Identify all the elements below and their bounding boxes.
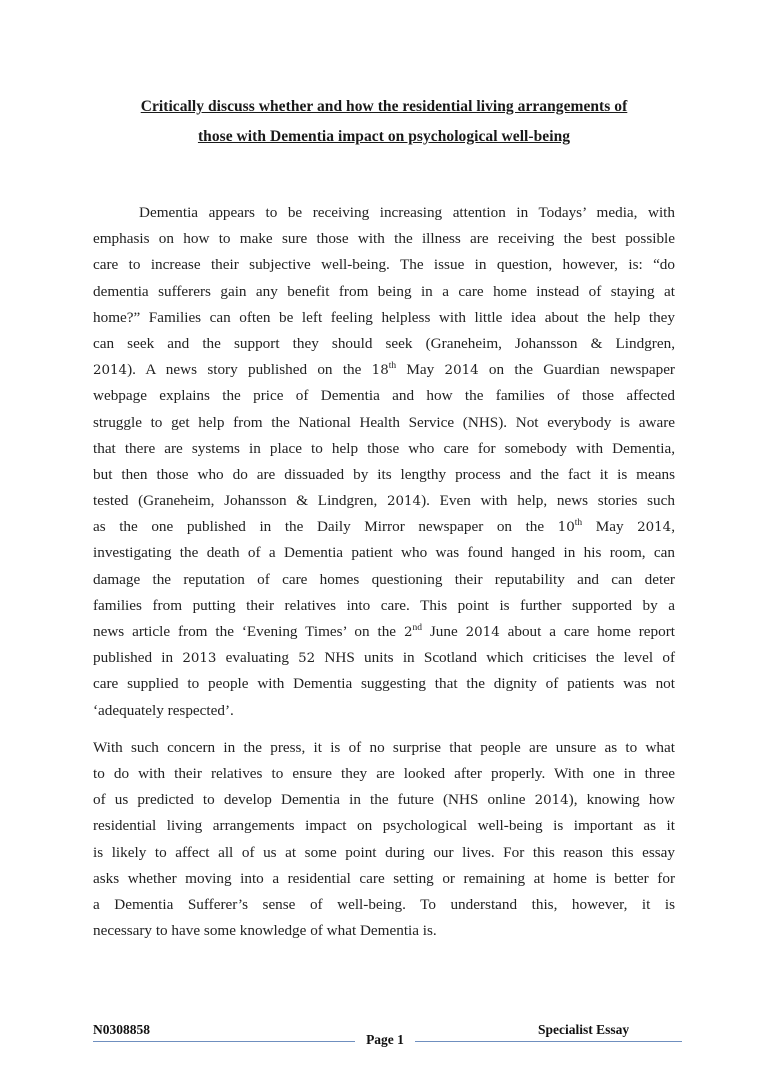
page-number: Page 1 — [366, 1032, 404, 1047]
text-line: With such concern in the press, it is of no surprise that people are unsure as to what — [93, 738, 675, 756]
text-run: about a care home report — [499, 623, 675, 640]
essay-body — [93, 200, 675, 944]
year: 2014 — [93, 363, 128, 379]
text-line — [93, 488, 675, 514]
text-line: ‘adequately respected’. — [93, 701, 234, 719]
text-line: necessary to have some knowledge of what Dementia is. — [93, 922, 437, 940]
text-line: care supplied to people with Dementia suggesting that the dignity of patients was not — [93, 675, 675, 693]
day: 10 — [557, 520, 575, 536]
text-line: but then those who do are dissuaded by its lengthy process and the fact it is means — [93, 465, 675, 483]
year: 2014 — [386, 494, 422, 510]
text-line — [93, 357, 675, 383]
text-run: ), knowing how — [568, 791, 675, 809]
text-line: Dementia appears to be receiving increasing attention in Todays’ media, with — [139, 204, 675, 221]
footer-rule-right — [415, 1041, 682, 1042]
text-line — [93, 514, 675, 540]
text-run: on the Guardian newspaper — [478, 361, 675, 379]
text-line: a Dementia Sufferer’s sense of well-being. To understand this, however, it is — [93, 895, 675, 913]
text-line: can seek and the support they should seek (Graneheim, Johansson & Lindgren, — [93, 334, 675, 352]
text-line: that there are systems in place to help those who care for somebody with Dementia, — [93, 439, 675, 457]
text-line: webpage explains the price of Dementia and how the families of those affected — [93, 387, 675, 405]
footer-rule-left — [93, 1041, 355, 1042]
text-run: NHS units in Scotland which criticises the level of — [315, 649, 675, 667]
text-line: care to increase their subjective well-being. The issue in question, however, is: “do — [93, 256, 675, 274]
text-run: June — [421, 623, 466, 640]
title-line-1: Critically discuss whether and how the residential living arrangements of — [140, 98, 628, 115]
text-run: evaluating — [216, 649, 299, 667]
text-run: as the one published in the Daily Mirror newspaper on the — [93, 518, 558, 536]
text-line — [93, 619, 675, 645]
text-line: emphasis on how to make sure those with the illness are receiving the best possible — [93, 230, 675, 248]
text-run: news article from the ‘Evening Times’ on the — [93, 623, 404, 640]
ordinal-suffix: nd — [412, 623, 422, 633]
text-line: to do with their relatives to ensure they are looked after properly. With one in three — [93, 764, 675, 782]
text-run: May — [582, 518, 638, 536]
day: 18 — [371, 363, 389, 379]
text-line: home?” Families can often be left feeling helpless with little idea about the help they — [93, 308, 675, 326]
text-line: damage the reputation of care homes questioning their reputability and can deter — [93, 570, 675, 588]
text-line: asks whether moving into a residential care setting or remaining at home is better for — [93, 869, 675, 887]
text-line: investigating the death of a Dementia patient who was found hanged in his room, can — [93, 544, 675, 562]
text-run: ). A news story published on the — [127, 361, 372, 379]
footer-student-id: N0308858 — [93, 1022, 150, 1037]
text-line: residential living arrangements impact on psychological well-being is important as it — [93, 817, 675, 835]
text-line: is likely to affect all of us at some point during our lives. For this reason this essay — [93, 843, 675, 861]
year: 2014 — [534, 793, 569, 809]
paragraph-1 — [93, 200, 675, 724]
title-line-2: those with Dementia impact on psychological well-being — [197, 128, 571, 145]
year: 2014 — [637, 520, 672, 536]
text-line — [93, 787, 675, 813]
text-run: published in — [93, 649, 183, 667]
ordinal-suffix: th — [388, 361, 397, 372]
paragraph-2 — [93, 735, 675, 945]
text-run: May — [396, 361, 445, 379]
text-line: families from putting their relatives into care. This point is further supported by a — [93, 596, 675, 614]
unit-count: 52 — [298, 651, 316, 667]
year: 2013 — [182, 651, 217, 667]
paragraph-gap — [93, 724, 675, 735]
text-line — [93, 645, 675, 671]
essay-title — [93, 92, 675, 152]
text-run: of us predicted to develop Dementia in the future (NHS online — [93, 791, 535, 809]
day: 2 — [403, 625, 413, 640]
year: 2014 — [444, 363, 479, 379]
ordinal-suffix: th — [574, 518, 583, 529]
text-line: dementia sufferers gain any benefit from being in a care home instead of staying at — [93, 282, 675, 300]
text-line: struggle to get help from the National Health Service (NHS). Not everybody is aware — [93, 413, 675, 431]
text-run: , — [671, 518, 675, 536]
text-run: tested (Graneheim, Johansson & Lindgren, — [93, 492, 387, 510]
footer-module-name: Specialist Essay — [538, 1022, 630, 1037]
text-run: ). Even with help, news stories such — [421, 492, 675, 510]
year: 2014 — [465, 625, 500, 640]
